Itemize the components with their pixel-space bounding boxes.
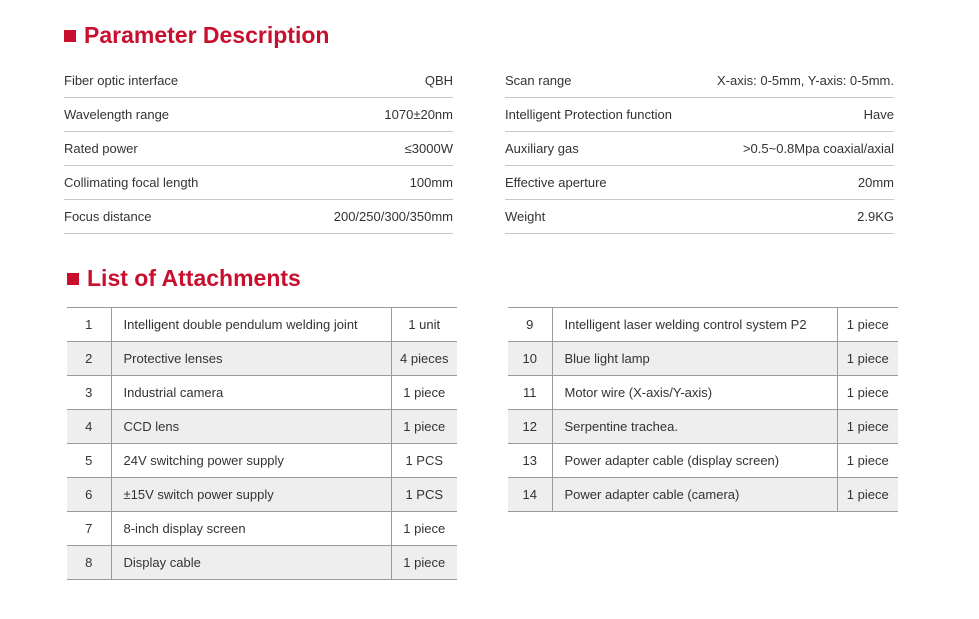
- item-name: 24V switching power supply: [111, 444, 391, 478]
- item-name: Display cable: [111, 546, 391, 580]
- param-value: ≤3000W: [404, 141, 453, 156]
- attachments-table-right: [508, 307, 898, 512]
- table-row: [508, 376, 898, 410]
- item-quantity: 1 piece: [403, 385, 446, 400]
- item-quantity: 1 piece: [403, 555, 446, 570]
- param-row: [64, 166, 453, 200]
- item-number: 4: [67, 410, 111, 444]
- param-row: [505, 64, 894, 98]
- attachments-table-left: [67, 307, 457, 580]
- item-number: 5: [67, 444, 111, 478]
- item-number: 7: [67, 512, 111, 546]
- item-name: Motor wire (X-axis/Y-axis): [552, 376, 837, 410]
- item-quantity: 1 PCS: [405, 487, 444, 502]
- param-row: [64, 200, 453, 234]
- param-row: [505, 200, 894, 234]
- item-number: 13: [508, 444, 552, 478]
- item-number: 2: [67, 342, 111, 376]
- item-name: 8-inch display screen: [111, 512, 391, 546]
- param-label: Weight: [505, 209, 546, 224]
- table-row: [67, 308, 457, 342]
- item-number: 3: [67, 376, 111, 410]
- table-row: [67, 546, 457, 580]
- item-quantity: 1 piece: [403, 419, 446, 434]
- item-name: ±15V switch power supply: [111, 478, 391, 512]
- param-row: [505, 166, 894, 200]
- table-row: [67, 512, 457, 546]
- param-row: [64, 64, 453, 98]
- param-row: [64, 98, 453, 132]
- item-number: 6: [67, 478, 111, 512]
- parameter-section-title: [64, 22, 329, 49]
- item-quantity: 1 unit: [408, 317, 441, 332]
- item-number: 9: [508, 308, 552, 342]
- table-row: [508, 308, 898, 342]
- item-quantity: 1 piece: [403, 521, 446, 536]
- param-label: Collimating focal length: [64, 175, 199, 190]
- param-label: Scan range: [505, 73, 572, 88]
- param-row: [505, 98, 894, 132]
- item-name: CCD lens: [111, 410, 391, 444]
- item-number: 10: [508, 342, 552, 376]
- param-value: QBH: [424, 73, 453, 88]
- item-quantity: 1 piece: [846, 385, 889, 400]
- table-row: [67, 478, 457, 512]
- param-value: 20mm: [857, 175, 894, 190]
- table-row: [508, 410, 898, 444]
- parameter-list-left: [64, 64, 453, 234]
- param-value: Have: [863, 107, 894, 122]
- table-row: [67, 410, 457, 444]
- param-label: Intelligent Protection function: [505, 107, 672, 122]
- item-name: Industrial camera: [111, 376, 391, 410]
- param-row: [505, 132, 894, 166]
- item-number: 12: [508, 410, 552, 444]
- item-quantity: 4 pieces: [400, 351, 449, 366]
- param-label: Auxiliary gas: [505, 141, 579, 156]
- table-row: [508, 478, 898, 512]
- item-quantity: 1 piece: [846, 351, 889, 366]
- item-name: Intelligent laser welding control system P2: [552, 308, 837, 342]
- item-name: Protective lenses: [111, 342, 391, 376]
- table-row: [508, 444, 898, 478]
- table-row: [67, 376, 457, 410]
- param-value: X-axis: 0-5mm, Y-axis: 0-5mm.: [717, 73, 894, 88]
- param-value: 2.9KG: [857, 209, 894, 224]
- param-label: Effective aperture: [505, 175, 607, 190]
- square-bullet-icon: [64, 30, 76, 42]
- table-row: [67, 444, 457, 478]
- square-bullet-icon: [67, 273, 79, 285]
- item-quantity: 1 piece: [846, 453, 889, 468]
- param-label: Wavelength range: [64, 107, 170, 122]
- item-quantity: 1 piece: [846, 419, 889, 434]
- param-label: Focus distance: [64, 209, 152, 224]
- param-value: >0.5~0.8Mpa coaxial/axial: [742, 141, 894, 156]
- item-number: 14: [508, 478, 552, 512]
- item-quantity: 1 piece: [846, 317, 889, 332]
- param-label: Fiber optic interface: [64, 73, 179, 88]
- param-value: 200/250/300/350mm: [333, 209, 453, 224]
- item-number: 1: [67, 308, 111, 342]
- param-value: 100mm: [409, 175, 453, 190]
- param-label: Rated power: [64, 141, 138, 156]
- parameter-title-text: Parameter Description: [84, 22, 330, 48]
- table-row: [508, 342, 898, 376]
- attachments-title-text: List of Attachments: [87, 265, 301, 291]
- item-name: Power adapter cable (camera): [552, 478, 837, 512]
- item-quantity: 1 piece: [846, 487, 889, 502]
- parameter-list-right: [505, 64, 894, 234]
- attachments-section-title: [67, 265, 301, 292]
- param-row: [64, 132, 453, 166]
- item-number: 11: [508, 376, 552, 410]
- param-value: 1070±20nm: [384, 107, 453, 122]
- item-number: 8: [67, 546, 111, 580]
- item-name: Blue light lamp: [552, 342, 837, 376]
- item-name: Serpentine trachea.: [552, 410, 837, 444]
- item-name: Power adapter cable (display screen): [552, 444, 837, 478]
- item-quantity: 1 PCS: [405, 453, 444, 468]
- table-row: [67, 342, 457, 376]
- item-name: Intelligent double pendulum welding joint: [111, 308, 391, 342]
